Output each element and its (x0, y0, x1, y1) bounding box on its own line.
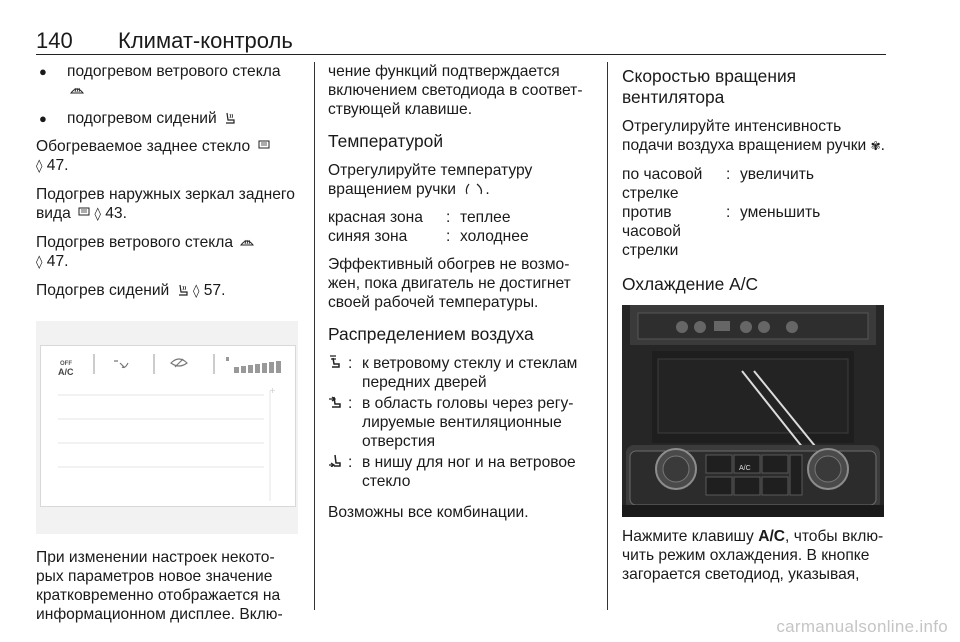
column-divider-right (607, 62, 608, 610)
distribution-row: : в нишу для ног и на ветровое стекло (328, 453, 590, 491)
seats-ref: Подогрев сидений ◊ 57. (36, 282, 226, 299)
fan-row: по часовой стрелке : увеличить (622, 166, 814, 202)
column-divider-left (314, 62, 315, 610)
fan-heading: Скоростью вращения вентилятора (622, 66, 797, 107)
display-content (36, 321, 298, 534)
combinations-text: Возможны все комбинации. (328, 504, 529, 521)
seat-heat-icon (224, 111, 236, 124)
rear-window-heat-icon (258, 140, 270, 152)
page-ref-link[interactable]: 57. (203, 282, 226, 299)
distribution-row: : в область головы через регу-лируемые вентиляционные отверстия (328, 394, 590, 451)
ac-heading: Охлаждение A/C (622, 274, 759, 294)
air-windscreen-icon (328, 354, 342, 368)
ac-off-label: OFF (60, 361, 72, 367)
temperature-text: Отрегулируйте температуру вращением ручки . (328, 162, 533, 198)
heating-note: Эффективный обогрев не возмо-жен, пока двигатель не достигнет своей рабочей температуры. (328, 256, 571, 311)
page-ref-arrow-icon: ◊ (36, 255, 43, 270)
temperature-row: красная зона : теплее (328, 209, 511, 226)
continuation-text: чение функций подтверждается включением светодиода в соответ-ствующей клавише. (328, 63, 583, 118)
air-head-icon (328, 394, 342, 408)
bullet-windscreen-heating: ● подогревом ветрового стекла (36, 62, 298, 100)
windscreen-ref: Подогрев ветрового стекла ◊ 47. (36, 233, 298, 272)
page-number: 140 (36, 28, 73, 53)
windscreen-heat-icon (70, 85, 84, 95)
page-ref-arrow-icon: ◊ (192, 284, 200, 299)
rear-window-ref: Обогреваемое заднее стекло ◊ 47. (36, 137, 298, 176)
display-change-text: При изменении настроек некото-рых параметров новое значение кратковременно отображается на информационном дисплее. Вклю- (36, 549, 283, 623)
fan-row: против часовой стрелки : уменьшить (622, 204, 821, 259)
temperature-table (328, 208, 590, 246)
temperature-heading: Температурой (328, 131, 444, 151)
distribution-row: : к ветровому стеклу и стеклам передних дверей (328, 354, 590, 392)
watermark: carmanualsonline.info (776, 617, 948, 636)
ac-button-label: A/C (739, 465, 751, 472)
distribution-heading: Распределением воздуха (328, 324, 534, 344)
mirrors-ref: Подогрев наружных зеркал заднего вида ◊ 43. (36, 186, 295, 222)
bullet-dot: ● (39, 111, 47, 126)
seat-heat-icon (177, 283, 189, 296)
page-ref-link[interactable]: 47. (46, 157, 69, 174)
page-header (36, 28, 886, 55)
ac-panel-photo (622, 305, 884, 517)
svg-text:+: + (269, 386, 276, 395)
column-middle (328, 62, 590, 531)
page-title: Климат-контроль (118, 28, 293, 53)
page-ref-arrow-icon: ◊ (36, 159, 43, 174)
windscreen-heat-icon (240, 237, 254, 247)
column-left (36, 62, 298, 633)
ac-label: A/C (58, 367, 74, 377)
fan-icon: ✾ (870, 139, 881, 153)
ac-text: Нажмите клавишу A/C, чтобы вклю-чить режим охлаждения. В кнопке загорается светодиод, указывая, (622, 528, 884, 583)
page-ref-link[interactable]: 47. (46, 253, 69, 270)
air-feet-windscreen-icon (328, 453, 342, 467)
bullet-seat-heating: ● подогревом сидений (36, 109, 298, 128)
column-right (622, 62, 890, 593)
temperature-row: синяя зона : холоднее (328, 228, 529, 245)
temperature-knob-icon (463, 183, 485, 195)
display-illustration (36, 321, 298, 534)
ac-key-label: A/C (758, 528, 786, 545)
fan-table (622, 165, 890, 260)
page-ref-arrow-icon: ◊ (94, 207, 101, 222)
ac-panel-drawing (622, 305, 884, 517)
fan-text: Отрегулируйте интенсивность подачи воздуха вращением ручки ✾. (622, 118, 886, 154)
mirror-heat-icon (78, 207, 90, 219)
bullet-dot: ● (39, 64, 47, 79)
page-ref-link[interactable]: 43. (105, 205, 127, 222)
